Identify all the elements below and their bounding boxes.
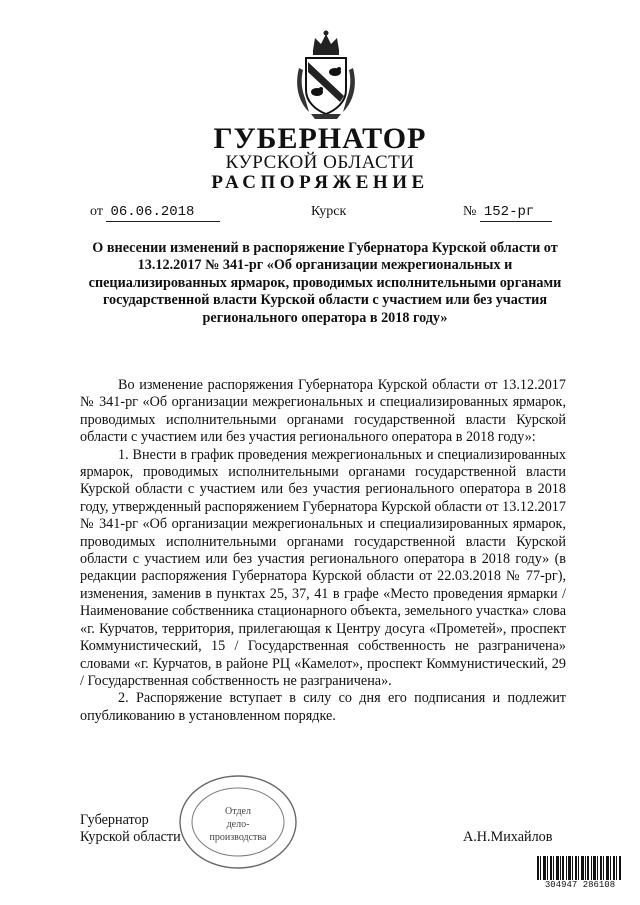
document-subject: О внесении изменений в распоряжение Губернатора Курской области от 13.12.2017 № 341-рг «Об организации межрегиональных и специализированных ярмарок, проводимых исполнительными органами государственной власти Курской области с участием или без участия регионального оператора в 2018 году» (88, 240, 562, 326)
document-number: 152-рг (480, 204, 552, 222)
signatory-name: А.Н.Михайлов (463, 829, 553, 845)
body-item-2: 2. Распоряжение вступает в силу со дня его подписания и подлежит опубликованию в установленном порядке. (80, 690, 566, 724)
office-stamp (176, 772, 300, 872)
issuer-title: ГУБЕРНАТОР (213, 122, 427, 155)
document-body (80, 377, 566, 725)
barcode (537, 856, 621, 896)
number-prefix: № (463, 204, 477, 219)
body-item-1: 1. Внести в график проведения межрегиональных и специализированных ярмарок, проводимых исполнительными органами государственной власти Курской области с участием или без участия регионального оператора в 2018 году, утвержденный распоряжением Губернатора Курской области от 13.12.2017 № 341-рг «Об организации межрегиональных и специализированных ярмарок, проводимых исполнительными органами государственной власти Курской области с участием или без участия регионального оператора в 2018 году» (в редакции распоряжения Губернатора Курской области от 22.03.2018 № 77-рг), изменения, заменив в пунктах 25, 37, 41 в графе «Место проведения ярмарки / Наименование собственника стационарного объекта, земельного участка» слова «г. Курчатов, территория, прилегающая к Центру досуга «Прометей», проспект Коммунистический, 15 / Государственная собственность не разграничена» словами «г. Курчатов, в районе РЦ «Камелот», проспект Коммунистический, 29 / Государственная собственность не разграничена». (80, 446, 566, 689)
barcode-number: 304947 286108 (535, 880, 625, 890)
body-intro-paragraph: Во изменение распоряжения Губернатора Курской области от 13.12.2017 № 341-рг «Об организации межрегиональных и специализированных ярмарок, проводимых исполнительными органами государственной власти Курской области с участием или без участия регионального оператора в 2018 году»: (80, 377, 566, 446)
document-kind: РАСПОРЯЖЕНИЕ (211, 172, 429, 193)
signatory-position (80, 812, 181, 847)
document-city: Курск (311, 204, 347, 219)
stamp-line-2: дело- (226, 819, 250, 830)
signatory-position-line-2: Курской области (80, 829, 181, 846)
stamp-line-3: производства (209, 832, 267, 843)
date-line (90, 204, 220, 222)
document-date: 06.06.2018 (106, 204, 220, 222)
coat-of-arms-emblem (291, 28, 361, 120)
issuer-subtitle: КУРСКОЙ ОБЛАСТИ (225, 152, 415, 173)
signatory-position-line-1: Губернатор (80, 812, 149, 828)
stamp-line-1: Отдел (225, 806, 251, 817)
date-prefix: от (90, 204, 103, 219)
number-line (463, 204, 552, 222)
